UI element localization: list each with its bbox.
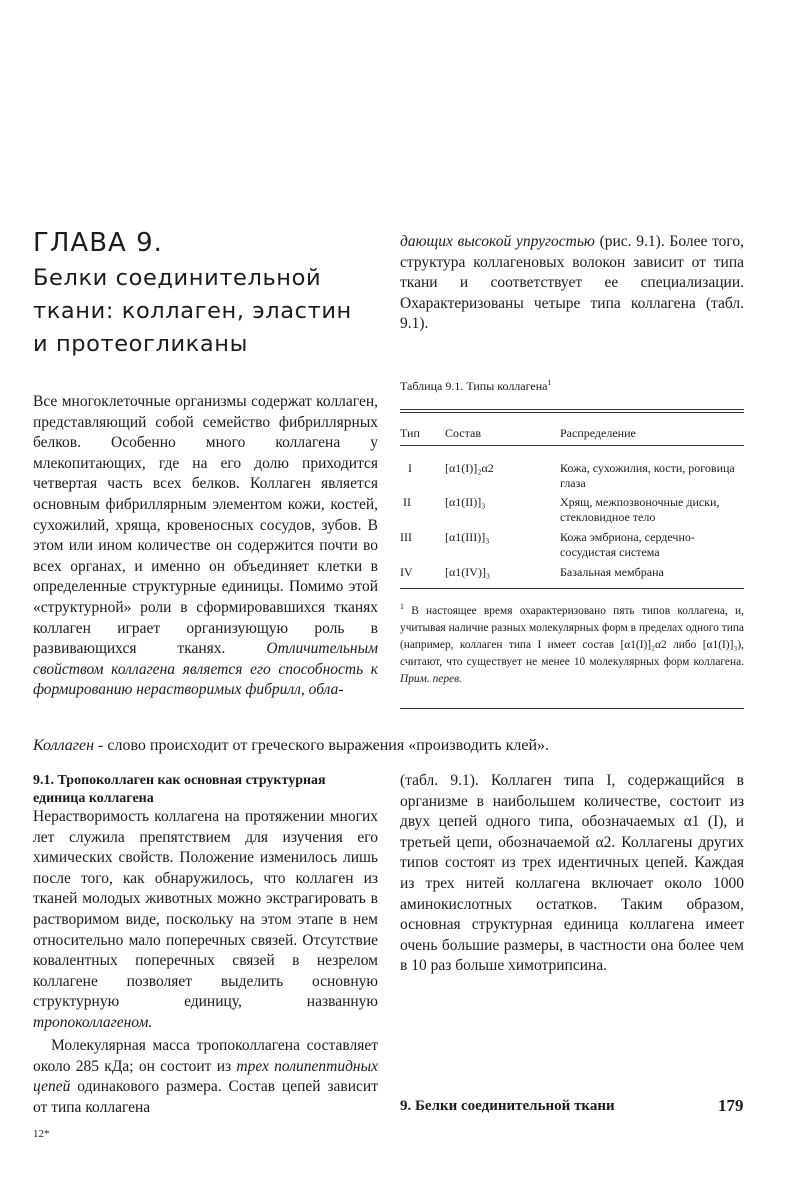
page-number: 179 (718, 1096, 744, 1115)
footnote-mark: 1 (400, 602, 404, 611)
intro-text: Все многоклеточные организмы содержат коллаген, представляющий собой семейство фибриллярных белков. Особенно много коллагена у млекопитающих, где на его долю приходится четвертая часть всех белков. Коллаген является основным фибриллярным элементом кожи, костей, сухожилий, хряща, кровеносных сосудов, зубов. В этом или ином количестве он содержится почти во всех органах, и именно он объединяет клетки в определенные структурные единицы. Помимо этой «структурной» роли в сформировавшихся тканях коллаген играет организующую роль в развивающихся тканях. (33, 393, 378, 658)
right-top-paragraph (400, 232, 744, 335)
chapter-number: ГЛАВА 9. (33, 228, 163, 258)
signature-mark: 12* (33, 1128, 50, 1140)
chapter-title (33, 262, 383, 361)
table-cell-composition: [α1(III)]₃ (445, 530, 490, 544)
section-p1-italic: тропоколлагеном. (33, 1013, 153, 1031)
table-cell-composition: [α1(IV)]₃ (445, 565, 491, 579)
section-paragraph-2 (33, 1036, 378, 1118)
table-cell-type: III (400, 530, 412, 544)
table-bottom-rule (400, 588, 744, 589)
footnote-rule (400, 708, 744, 709)
intro-paragraph (33, 392, 378, 701)
table-cell-type: I (408, 461, 412, 475)
table-header-type: Тип (400, 426, 420, 440)
etymology-text: - слово происходит от греческого выражения «производить клей». (94, 737, 550, 754)
right-top-italic: дающих высокой упругостью (400, 233, 595, 250)
table-caption-text: Таблица 9.1. Типы коллагена (400, 379, 548, 393)
intro-italic: Отличительным свойством коллагена является его способность к формированию нерастворимых фибрилл, обла- (33, 640, 378, 699)
table-cell-type: II (403, 495, 411, 509)
chapter-title-line: и протеогликаны (33, 331, 248, 357)
running-head: 9. Белки соединительной ткани (400, 1098, 615, 1114)
section-p2-end: одинакового размера. Состав цепей зависит от типа коллагена (33, 1078, 378, 1116)
table-caption-sup: 1 (547, 378, 552, 387)
table-cell-distribution: Хрящ, межпозвоночные диски, стекловидное тело (560, 495, 720, 524)
table-footnote (400, 598, 744, 688)
section-p2-italic: трех полипептидных цепей (33, 1057, 379, 1096)
etymology-line (33, 736, 753, 757)
table-cell-composition: [α1(I)]₂α2 (445, 461, 494, 475)
section-heading: 9.1. Тропоколлаген как основная структурная единица коллагена (33, 773, 326, 806)
table-cell-distribution: Базальная мембрана (560, 565, 664, 579)
footnote-italic: Прим. перев. (400, 672, 462, 685)
table-top-rule (400, 409, 744, 410)
table-cell-type: IV (400, 565, 413, 579)
table-top-rule-2 (400, 412, 744, 413)
table-caption (400, 378, 551, 394)
chapter-title-line: Белки соединительной (33, 265, 322, 291)
table-header-distribution: Распределение (560, 426, 636, 440)
section-paragraph-1 (33, 807, 378, 1034)
etymology-term: Коллаген (33, 737, 95, 754)
table-header-composition: Состав (445, 426, 482, 440)
section-p2-text: Молекулярная масса тропоколлагена составляет около 285 кДа; он состоит из (33, 1037, 378, 1075)
table-cell-distribution: Кожа эмбриона, сердечно-сосудистая система (560, 530, 695, 559)
section-right-paragraph: (табл. 9.1). Коллаген типа I, содержащийся в организме в наибольшем количестве, состоит из двух цепей одного типа, обозначаемых α1 (I), и третьей цепи, обозначаемой α2. Коллагены других типов состоят из трех идентичных цепей. Каждая из трех нитей коллагена включает около 1000 аминокислотных остатков. Таким образом, основная структурная единица коллагена имеет очень большие размеры, в частности она более чем в 10 раз больше химотрипсина. (400, 772, 744, 975)
table-cell-distribution: Кожа, сухожилия, кости, роговица глаза (560, 461, 735, 490)
table-cell-composition: [α1(II)]₃ (445, 495, 486, 509)
footnote-text: В настоящее время охарактеризовано пять типов коллагена, и, учитывая наличие разных молекулярных форм в пределах одного типа (например, коллаген типа I имеет состав [α1(I)]₂α2 либо [α1(I)]₃), считают, что существует не менее 10 молекулярных форм коллагена. (400, 604, 744, 668)
right-top-text: (рис. 9.1). Более того, структура коллагеновых волокон зависит от типа ткани и соответствует ее специализации. Охарактеризованы четыре типа коллагена (табл. 9.1). (400, 233, 745, 333)
section-p1-text: Нерастворимость коллагена на протяжении многих лет служила препятствием для изучения его химических свойств. Положение изменилось лишь после того, как обнаружилось, что коллаген из тканей молодых животных можно экстрагировать в растворимом виде, поскольку на этом этапе в нем относительно мало поперечных связей. Отсутствие ковалентных поперечных связей в незрелом коллагене позволяет выделить основную структурную единицу, названную (33, 808, 378, 1011)
table-header-rule (400, 445, 744, 446)
chapter-title-line: ткани: коллаген, эластин (33, 298, 352, 324)
